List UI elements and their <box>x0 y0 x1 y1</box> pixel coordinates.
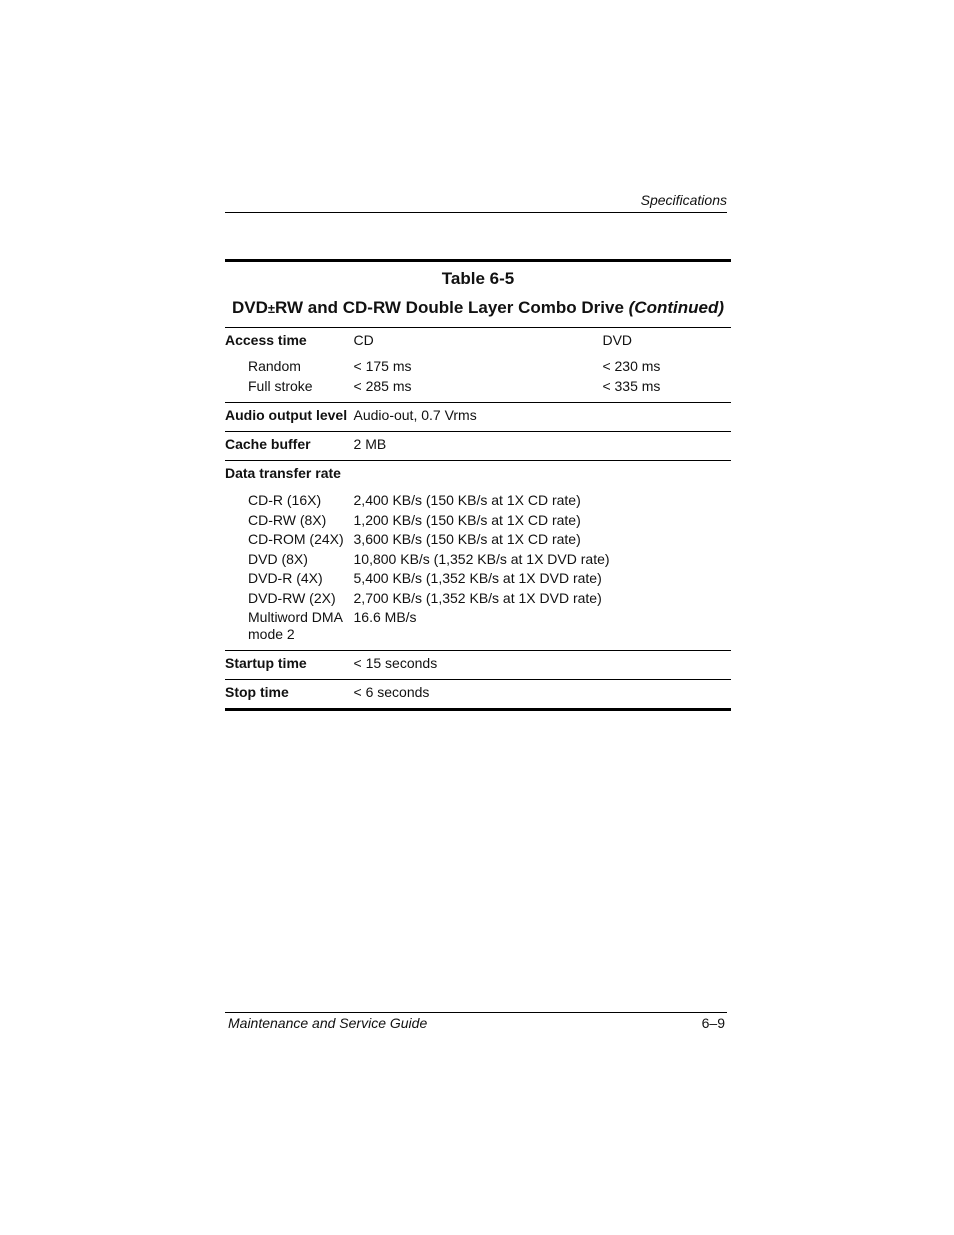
stop-time-value: < 6 seconds <box>354 680 731 709</box>
access-time-col-dvd: DVD <box>602 328 731 350</box>
transfer-dvdr-value: 5,400 KB/s (1,352 KB/s at 1X DVD rate) <box>353 570 602 586</box>
audio-output-label: Audio output level <box>225 403 354 432</box>
transfer-cdrom-label: CD-ROM (24X) <box>248 531 344 547</box>
audio-output-value: Audio-out, 0.7 Vrms <box>354 403 731 432</box>
table-title-continued: (Continued) <box>628 298 724 317</box>
access-fullstroke-cd: < 285 ms <box>353 378 412 394</box>
transfer-dvdr-label: DVD-R (4X) <box>248 570 323 586</box>
table-row <box>225 349 731 375</box>
table-row <box>225 651 731 680</box>
access-time-label: Access time <box>225 328 354 350</box>
startup-time-label: Startup time <box>225 651 354 680</box>
table-row <box>225 529 731 548</box>
footer-rule <box>225 1012 727 1013</box>
table-row <box>225 568 731 587</box>
access-random-cd: < 175 ms <box>353 358 412 374</box>
startup-time-value: < 15 seconds <box>354 651 731 680</box>
table-row <box>225 548 731 568</box>
table-row <box>225 509 731 529</box>
access-random-dvd: < 230 ms <box>602 358 661 374</box>
spec-table-container <box>225 259 731 711</box>
spec-table <box>225 327 731 708</box>
access-fullstroke-dvd: < 335 ms <box>602 378 661 394</box>
table-row <box>225 482 731 509</box>
transfer-cdrom-value: 3,600 KB/s (150 KB/s at 1X CD rate) <box>353 531 581 547</box>
transfer-dvd-value: 10,800 KB/s (1,352 KB/s at 1X DVD rate) <box>353 551 610 567</box>
transfer-dma-value: 16.6 MB/s <box>353 609 417 625</box>
footer-guide-title: Maintenance and Service Guide <box>228 1015 428 1031</box>
footer-page-number: 6–9 <box>701 1015 725 1031</box>
transfer-dvdrw-label: DVD-RW (2X) <box>248 590 336 606</box>
table-row <box>225 587 731 607</box>
table-row <box>225 403 731 432</box>
table-row <box>225 680 731 709</box>
header-rule <box>225 212 727 213</box>
table-bottom-rule <box>225 708 731 711</box>
table-row <box>225 328 731 350</box>
transfer-cdr-value: 2,400 KB/s (150 KB/s at 1X CD rate) <box>353 492 581 508</box>
transfer-cdrw-label: CD-RW (8X) <box>248 512 327 528</box>
table-row <box>225 432 731 461</box>
transfer-dvdrw-value: 2,700 KB/s (1,352 KB/s at 1X DVD rate) <box>353 590 602 606</box>
stop-time-label: Stop time <box>225 680 354 709</box>
table-title-plusminus: ± <box>267 301 276 316</box>
access-random-label: Random <box>248 358 301 374</box>
table-title-main: RW and CD-RW Double Layer Combo Drive <box>275 298 624 317</box>
table-number: Table 6-5 <box>441 269 515 288</box>
transfer-dma-label: Multiword DMA mode 2 <box>248 609 343 642</box>
table-row <box>225 461 731 483</box>
access-fullstroke-label: Full stroke <box>248 378 313 394</box>
running-head: Specifications <box>640 192 727 208</box>
transfer-dvd-label: DVD (8X) <box>248 551 308 567</box>
table-top-rule <box>225 259 731 262</box>
table-title-dvd: DVD <box>232 298 268 317</box>
cache-buffer-value: 2 MB <box>354 432 731 461</box>
table-row <box>225 607 731 651</box>
access-time-col-cd: CD <box>354 328 603 350</box>
data-transfer-label: Data transfer rate <box>225 461 731 483</box>
table-row <box>225 375 731 403</box>
transfer-cdrw-value: 1,200 KB/s (150 KB/s at 1X CD rate) <box>353 512 581 528</box>
transfer-cdr-label: CD-R (16X) <box>248 492 322 508</box>
table-title <box>225 298 731 327</box>
cache-buffer-label: Cache buffer <box>225 432 354 461</box>
